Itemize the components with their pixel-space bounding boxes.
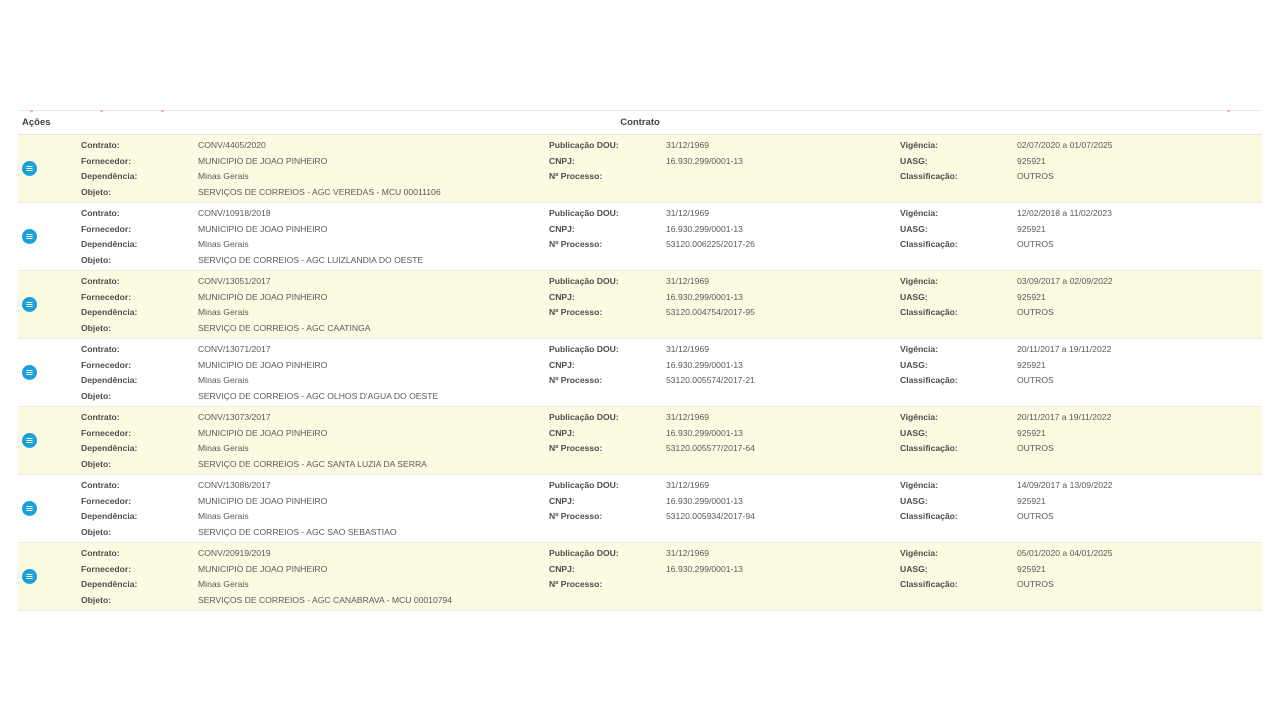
fornecedor-label: Fornecedor: — [81, 155, 132, 166]
publicacao-label: Publicação DOU: — [549, 480, 619, 490]
publicacao-value: 31/12/1969 — [666, 208, 710, 218]
publicacao-label: Publicação DOU: — [549, 548, 619, 558]
uasg-value: 925921 — [1017, 495, 1046, 506]
row-line — [18, 274, 1262, 289]
row-line — [18, 342, 1262, 357]
objeto-value: SERVIÇOS DE CORREIOS - AGC VEREDAS - MCU 00011106 — [198, 186, 441, 197]
cnpj-label: CNPJ: — [549, 291, 575, 302]
cnpj-label: CNPJ: — [549, 155, 575, 166]
row-line — [18, 593, 1262, 608]
vigencia-label: Vigência: — [900, 480, 939, 490]
publicacao-value: 31/12/1969 — [666, 140, 710, 150]
fornecedor-value: MUNICIPIO DE JOAO PINHEIRO — [198, 427, 328, 438]
processo-value: 53120.005574/2017-21 — [666, 375, 755, 385]
fornecedor-value: MUNICIPIO DE JOAO PINHEIRO — [198, 495, 328, 506]
cnpj-value: 16.930.299/0001-13 — [666, 359, 743, 370]
classificacao-value: OUTROS — [1017, 239, 1054, 249]
contrato-value: CONV/13073/2017 — [198, 412, 271, 422]
classificacao-label: Classificação: — [900, 375, 958, 385]
publicacao-value: 31/12/1969 — [666, 344, 710, 354]
dependencia-value: Minas Gerais — [198, 443, 249, 453]
row-line — [18, 426, 1262, 441]
contrato-label: Contrato: — [81, 140, 120, 150]
row-line — [18, 154, 1262, 169]
table-row — [18, 135, 1262, 203]
publicacao-value: 31/12/1969 — [666, 412, 710, 422]
classificacao-label: Classificação: — [900, 171, 958, 181]
fornecedor-value: MUNICIPIO DE JOAO PINHEIRO — [198, 359, 328, 370]
contrato-value: CONV/10918/2018 — [198, 208, 271, 218]
cnpj-value: 16.930.299/0001-13 — [666, 155, 743, 166]
vigencia-value: 20/11/2017 a 19/11/2022 — [1017, 412, 1112, 422]
objeto-value: SERVIÇO DE CORREIOS - AGC CAATINGA — [198, 322, 371, 333]
classificacao-value: OUTROS — [1017, 443, 1054, 453]
row-line — [18, 206, 1262, 221]
uasg-label: UASG: — [900, 291, 928, 302]
processo-value: 53120.005577/2017-64 — [666, 443, 755, 453]
uasg-value: 925921 — [1017, 155, 1046, 166]
table-row — [18, 475, 1262, 543]
dependencia-label: Dependência: — [81, 511, 138, 521]
row-line — [18, 410, 1262, 425]
classificacao-label: Classificação: — [900, 239, 958, 249]
objeto-value: SERVIÇO DE CORREIOS - AGC SANTA LUZIA DA SERRA — [198, 458, 427, 469]
dependencia-value: Minas Gerais — [198, 579, 249, 589]
classificacao-value: OUTROS — [1017, 579, 1054, 589]
uasg-label: UASG: — [900, 223, 928, 234]
contrato-label: Contrato: — [81, 548, 120, 558]
objeto-label: Objeto: — [81, 254, 112, 265]
table-row — [18, 339, 1262, 407]
fornecedor-value: MUNICIPIO DE JOAO PINHEIRO — [198, 223, 328, 234]
contrato-label: Contrato: — [81, 208, 120, 218]
dependencia-label: Dependência: — [81, 239, 138, 249]
contrato-value: CONV/20919/2019 — [198, 548, 271, 558]
objeto-value: SERVIÇO DE CORREIOS - AGC OLHOS D'AGUA DO OESTE — [198, 390, 439, 401]
row-line — [18, 290, 1262, 305]
row-line — [18, 441, 1262, 456]
contrato-label: Contrato: — [81, 480, 120, 490]
dependencia-label: Dependência: — [81, 443, 138, 453]
dependencia-value: Minas Gerais — [198, 375, 249, 385]
uasg-value: 925921 — [1017, 427, 1046, 438]
vigencia-label: Vigência: — [900, 412, 939, 422]
classificacao-label: Classificação: — [900, 307, 958, 317]
vigencia-value: 05/01/2020 a 04/01/2025 — [1017, 548, 1113, 558]
processo-label: Nº Processo: — [549, 171, 603, 181]
vigencia-value: 14/09/2017 a 13/09/2022 — [1017, 480, 1113, 490]
processo-label: Nº Processo: — [549, 443, 603, 453]
row-line — [18, 457, 1262, 472]
table-row — [18, 407, 1262, 475]
classificacao-label: Classificação: — [900, 511, 958, 521]
objeto-value: SERVIÇOS DE CORREIOS - AGC CANABRAVA - MCU 00010794 — [198, 594, 453, 605]
fornecedor-label: Fornecedor: — [81, 223, 132, 234]
uasg-label: UASG: — [900, 495, 928, 506]
contracts-table — [18, 110, 1262, 611]
processo-label: Nº Processo: — [549, 239, 603, 249]
vigencia-label: Vigência: — [900, 344, 939, 354]
objeto-label: Objeto: — [81, 458, 112, 469]
classificacao-value: OUTROS — [1017, 511, 1054, 521]
contrato-value: CONV/13071/2017 — [198, 344, 271, 354]
dependencia-label: Dependência: — [81, 579, 138, 589]
row-line — [18, 509, 1262, 524]
row-line — [18, 358, 1262, 373]
contrato-value: CONV/13051/2017 — [198, 276, 271, 286]
objeto-value: SERVIÇO DE CORREIOS - AGC SAO SEBASTIAO — [198, 526, 397, 537]
vigencia-label: Vigência: — [900, 548, 939, 558]
fornecedor-value: MUNICIPIO DE JOAO PINHEIRO — [198, 291, 328, 302]
row-line — [18, 305, 1262, 320]
vigencia-label: Vigência: — [900, 208, 939, 218]
uasg-value: 925921 — [1017, 223, 1046, 234]
cnpj-label: CNPJ: — [549, 563, 575, 574]
fornecedor-label: Fornecedor: — [81, 291, 132, 302]
uasg-label: UASG: — [900, 427, 928, 438]
contrato-value: CONV/4405/2020 — [198, 140, 266, 150]
publicacao-label: Publicação DOU: — [549, 412, 619, 422]
dependencia-value: Minas Gerais — [198, 171, 249, 181]
uasg-value: 925921 — [1017, 563, 1046, 574]
vigencia-value: 02/07/2020 a 01/07/2025 — [1017, 140, 1113, 150]
dependencia-label: Dependência: — [81, 307, 138, 317]
uasg-label: UASG: — [900, 563, 928, 574]
publicacao-label: Publicação DOU: — [549, 276, 619, 286]
row-line — [18, 138, 1262, 153]
dependencia-label: Dependência: — [81, 375, 138, 385]
cnpj-value: 16.930.299/0001-13 — [666, 427, 743, 438]
uasg-label: UASG: — [900, 155, 928, 166]
table-top-border — [18, 110, 1262, 111]
publicacao-label: Publicação DOU: — [549, 344, 619, 354]
dependencia-value: Minas Gerais — [198, 511, 249, 521]
row-line — [18, 494, 1262, 509]
dependencia-label: Dependência: — [81, 171, 138, 181]
fornecedor-value: MUNICIPIO DE JOAO PINHEIRO — [198, 155, 328, 166]
row-line — [18, 321, 1262, 336]
row-line — [18, 253, 1262, 268]
cnpj-value: 16.930.299/0001-13 — [666, 563, 743, 574]
row-line — [18, 562, 1262, 577]
table-header — [18, 111, 1262, 135]
header-contract: Contrato — [620, 117, 660, 128]
objeto-value: SERVIÇO DE CORREIOS - AGC LUIZLANDIA DO OESTE — [198, 254, 424, 265]
contrato-value: CONV/13086/2017 — [198, 480, 271, 490]
contrato-label: Contrato: — [81, 412, 120, 422]
processo-label: Nº Processo: — [549, 511, 603, 521]
objeto-label: Objeto: — [81, 322, 112, 333]
classificacao-value: OUTROS — [1017, 171, 1054, 181]
row-line — [18, 577, 1262, 592]
objeto-label: Objeto: — [81, 594, 112, 605]
row-line — [18, 237, 1262, 252]
fornecedor-label: Fornecedor: — [81, 495, 132, 506]
processo-value: 53120.005934/2017-94 — [666, 511, 755, 521]
vigencia-value: 20/11/2017 a 19/11/2022 — [1017, 344, 1112, 354]
dependencia-value: Minas Gerais — [198, 239, 249, 249]
cnpj-value: 16.930.299/0001-13 — [666, 291, 743, 302]
publicacao-value: 31/12/1969 — [666, 480, 710, 490]
row-line — [18, 525, 1262, 540]
table-row — [18, 271, 1262, 339]
row-line — [18, 373, 1262, 388]
cnpj-label: CNPJ: — [549, 359, 575, 370]
dependencia-value: Minas Gerais — [198, 307, 249, 317]
processo-value: 53120.006225/2017-26 — [666, 239, 755, 249]
publicacao-label: Publicação DOU: — [549, 208, 619, 218]
uasg-label: UASG: — [900, 359, 928, 370]
header-actions: Ações — [22, 117, 51, 128]
cnpj-label: CNPJ: — [549, 427, 575, 438]
objeto-label: Objeto: — [81, 390, 112, 401]
processo-label: Nº Processo: — [549, 307, 603, 317]
cnpj-value: 16.930.299/0001-13 — [666, 495, 743, 506]
fornecedor-value: MUNICIPIO DE JOAO PINHEIRO — [198, 563, 328, 574]
row-line — [18, 185, 1262, 200]
classificacao-value: OUTROS — [1017, 375, 1054, 385]
fornecedor-label: Fornecedor: — [81, 427, 132, 438]
row-line — [18, 169, 1262, 184]
cnpj-label: CNPJ: — [549, 495, 575, 506]
classificacao-label: Classificação: — [900, 579, 958, 589]
row-line — [18, 222, 1262, 237]
objeto-label: Objeto: — [81, 526, 112, 537]
uasg-value: 925921 — [1017, 359, 1046, 370]
table-row — [18, 543, 1262, 611]
publicacao-value: 31/12/1969 — [666, 548, 710, 558]
processo-label: Nº Processo: — [549, 375, 603, 385]
row-line — [18, 478, 1262, 493]
vigencia-value: 12/02/2018 a 11/02/2023 — [1017, 208, 1112, 218]
vigencia-label: Vigência: — [900, 276, 939, 286]
vigencia-value: 03/09/2017 a 02/09/2022 — [1017, 276, 1113, 286]
publicacao-label: Publicação DOU: — [549, 140, 619, 150]
table-body — [18, 135, 1262, 611]
cnpj-value: 16.930.299/0001-13 — [666, 223, 743, 234]
cnpj-label: CNPJ: — [549, 223, 575, 234]
objeto-label: Objeto: — [81, 186, 112, 197]
classificacao-value: OUTROS — [1017, 307, 1054, 317]
fornecedor-label: Fornecedor: — [81, 563, 132, 574]
row-line — [18, 546, 1262, 561]
table-row — [18, 203, 1262, 271]
contrato-label: Contrato: — [81, 344, 120, 354]
vigencia-label: Vigência: — [900, 140, 939, 150]
processo-label: Nº Processo: — [549, 579, 603, 589]
uasg-value: 925921 — [1017, 291, 1046, 302]
processo-value: 53120.004754/2017-95 — [666, 307, 755, 317]
publicacao-value: 31/12/1969 — [666, 276, 710, 286]
fornecedor-label: Fornecedor: — [81, 359, 132, 370]
contrato-label: Contrato: — [81, 276, 120, 286]
row-line — [18, 389, 1262, 404]
classificacao-label: Classificação: — [900, 443, 958, 453]
